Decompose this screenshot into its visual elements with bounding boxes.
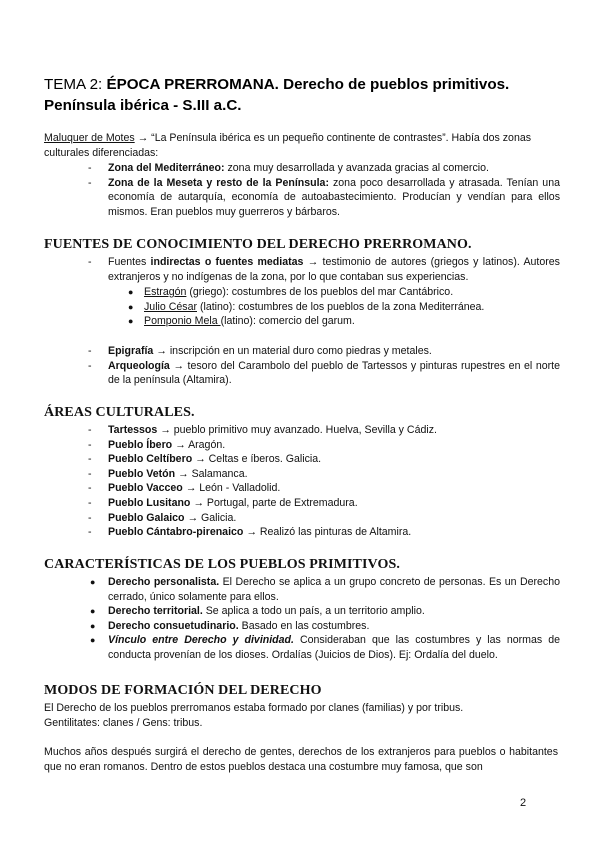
area-desc: → Galicia. — [184, 511, 237, 524]
area-term: Pueblo Lusitano — [108, 496, 191, 509]
char-term: Derecho territorial. — [108, 605, 203, 618]
zone-desc: zona muy desarrollada y avanzada gracias al comercio. — [224, 162, 489, 174]
author-desc: (latino): costumbres de los pueblos de la zona Mediterránea. — [197, 300, 485, 313]
zone-term: Zona de la Meseta y resto de la Península: — [108, 176, 329, 189]
list-item — [88, 255, 560, 284]
area-desc: → Salamanca. — [175, 467, 248, 480]
zone-desc: zona poco desarrollada y atrasada. Tenían una economía de autarquía, economía de autoabastecimiento. Producían y vendían para ellos mismos. Eran pueblos muy guerreros y bárbaros. — [108, 176, 560, 218]
list-item — [88, 575, 560, 604]
list-item — [88, 511, 560, 526]
areas-list — [88, 423, 560, 540]
list-item — [128, 300, 548, 315]
area-desc: → Celtas e íberos. Galicia. — [192, 453, 322, 466]
area-term: Pueblo Íbero — [108, 438, 173, 451]
char-desc: Basado en las costumbres. — [238, 619, 370, 632]
sources-list — [88, 344, 560, 388]
author-name: Julio César — [144, 300, 197, 313]
area-desc: → Aragón. — [172, 438, 226, 451]
char-desc: Consideraban que las costumbres y las normas de conducta provenían de los dioses. Ordalías (Juicios de Dios). Ej: Ordalía del duelo. — [108, 634, 560, 661]
fuentes-post: → testimonio de autores (griegos y latinos). Autores extranjeros y no indígenas de la zona, por lo que contaban sus experiencias. — [108, 256, 560, 283]
char-term: Derecho personalista. — [108, 576, 220, 588]
author-name: Estragón — [144, 286, 187, 298]
list-item — [88, 176, 560, 220]
list-item — [88, 359, 560, 388]
title-prefix: TEMA 2: — [44, 76, 107, 93]
zones-list — [88, 161, 560, 219]
intro-author: Maluquer de Motes — [44, 132, 135, 144]
area-desc: → Realizó las pinturas de Altamira. — [243, 526, 412, 539]
list-item — [88, 496, 560, 511]
modos-paragraph-2: Gentilitates: clanes / Gens: tribus. — [44, 717, 203, 729]
list-item — [88, 604, 560, 619]
area-desc: → Portugal, parte de Extremadura. — [190, 496, 358, 509]
modos-paragraph-3: Muchos años después surgirá el derecho de gentes, derechos de los extranjeros para pueblos o habitantes que no eran romanos. Dentro de estos pueblos destaca una costumbre muy famosa, que son — [44, 746, 558, 773]
list-item — [88, 633, 560, 662]
area-term: Pueblo Vetón — [108, 467, 176, 480]
list-item — [88, 525, 560, 540]
section-heading-fuentes: FUENTES DE CONOCIMIENTO DEL DERECHO PRERROMANO. — [44, 237, 472, 252]
list-item — [128, 314, 548, 329]
list-item — [88, 438, 560, 453]
list-item — [88, 481, 560, 496]
area-term: Tartessos — [108, 424, 158, 436]
area-desc: → León - Valladolid. — [182, 482, 281, 495]
char-term: Derecho consuetudinario. — [108, 619, 239, 632]
author-desc: (latino): comercio del garum. — [220, 315, 355, 328]
fuentes-pre: Fuentes — [108, 256, 151, 268]
list-item — [88, 467, 560, 482]
list-item — [88, 161, 560, 176]
author-name: Pomponio Mela — [144, 315, 221, 328]
fuentes-bold: indirectas o fuentes mediatas — [150, 256, 304, 268]
char-desc: El Derecho se aplica a un grupo concreto de personas. Es un Derecho cerrado, único solamente para ellos. — [108, 576, 561, 603]
list-item — [88, 344, 560, 359]
zone-term: Zona del Mediterráneo: — [108, 162, 225, 174]
author-desc: (griego): costumbres de los pueblos del mar Cantábrico. — [186, 286, 454, 298]
page-number: 2 — [520, 797, 527, 809]
authors-list — [128, 285, 548, 329]
area-term: Pueblo Galaico — [108, 511, 185, 524]
intro-text: “La Península ibérica es un pequeño continente de contrastes”. Había dos zonas culturales diferenciadas: — [44, 132, 532, 159]
source-term: Epigrafía — [108, 345, 154, 357]
source-desc: → inscripción en un material duro como piedras y metales. — [153, 345, 432, 357]
list-item — [128, 285, 548, 300]
modos-paragraph-1: El Derecho de los pueblos prerromanos estaba formado por clanes (familias) y por tribus. — [44, 702, 464, 714]
fuentes-list — [88, 255, 560, 284]
area-term: Pueblo Vacceo — [108, 482, 183, 495]
page-title — [44, 74, 564, 116]
title-subtitle: Península ibérica - S.III a.C. — [44, 97, 242, 114]
list-item — [88, 423, 560, 438]
title-main: ÉPOCA PRERROMANA. Derecho de pueblos primitivos. — [106, 76, 510, 93]
section-heading-modos: MODOS DE FORMACIÓN DEL DERECHO — [44, 683, 322, 698]
source-desc: → tesoro del Carambolo del pueblo de Tartessos y pinturas rupestres en el norte de la península (Altamira). — [108, 359, 560, 387]
source-term: Arqueología — [108, 359, 170, 372]
section-heading-caracteristicas: CARACTERÍSTICAS DE LOS PUEBLOS PRIMITIVOS. — [44, 557, 400, 572]
list-item — [88, 452, 560, 467]
area-term: Pueblo Cántabro-pirenaico — [108, 526, 244, 539]
section-heading-areas: ÁREAS CULTURALES. — [44, 405, 195, 420]
list-item — [88, 619, 560, 634]
intro-paragraph — [44, 131, 558, 160]
char-term: Vínculo entre Derecho y divinidad. — [108, 634, 294, 647]
intro-arrow: → — [134, 132, 152, 144]
area-desc: → pueblo primitivo muy avanzado. Huelva, Sevilla y Cádiz. — [157, 424, 437, 436]
caracteristicas-list — [88, 575, 560, 663]
area-term: Pueblo Celtíbero — [108, 453, 193, 466]
char-desc: Se aplica a todo un país, a un territorio amplio. — [202, 605, 425, 618]
